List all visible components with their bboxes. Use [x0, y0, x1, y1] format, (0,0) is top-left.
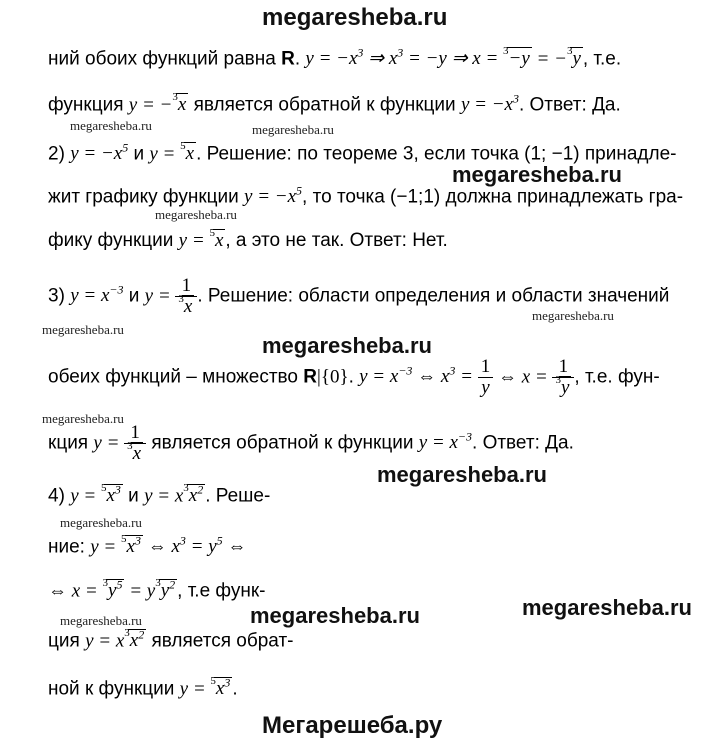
footer-watermark: Мегарешеба.ру: [262, 712, 443, 739]
text-line-6: 3) $y = x^{-3}$ и y = $\frac{1}{^3x}$ . Решение: области определения и области значений: [48, 275, 670, 317]
text-line-2: функция y = −$^3$x является обратной к функции $y = -x^3$. Ответ: Да.: [48, 91, 621, 116]
watermark-small: megaresheba.ru: [252, 122, 334, 137]
text-line-12: ция $y = x^3x^2$ является обрат-: [48, 627, 294, 652]
text-line-7: обеих функций – множество R|{0}. $y = x^{-3}$ ⇔ $x^3$ = $\frac{1}{y}$ ⇔ x = $\frac{1}{^3y}$ , т.е. фун-: [48, 356, 660, 398]
text-line-10: ние: $y = ^5x^3$ ⇔ $x^3 = y^5$ ⇔: [48, 533, 247, 558]
watermark-big: megaresheba.ru: [452, 162, 622, 187]
watermark-small: megaresheba.ru: [42, 411, 124, 426]
watermark-small: megaresheba.ru: [532, 308, 614, 323]
text-line-11: ⇔ $x = ^3y^5 = y^3y^2$ , т.е функ-: [48, 577, 266, 602]
watermark-small: megaresheba.ru: [70, 118, 152, 133]
watermark-small: megaresheba.ru: [60, 515, 142, 530]
watermark-small: megaresheba.ru: [155, 207, 237, 222]
watermark-small: megaresheba.ru: [42, 322, 124, 337]
header-watermark: megaresheba.ru: [262, 4, 448, 31]
watermark-big: megaresheba.ru: [522, 595, 692, 620]
text-line-3: 2) $y = -x^5$ и y = $^5$x . Решение: по теореме 3, если точка (1; −1) принадле-: [48, 140, 677, 165]
text-line-13: ной к функции $y = ^5x^3$ .: [48, 675, 238, 700]
text-line-9: 4) $y = ^5x^3$ и $y = x^3x^2$ . Реше-: [48, 482, 271, 507]
text-line-4: жит графику функции $y = -x^5$, то точка (−1;1) должна принадлежать гра-: [48, 184, 684, 208]
watermark-big: megaresheba.ru: [262, 333, 432, 358]
text-line-1: ний обоих функций равна R. $y = -x^3$ ⇒ $x^3 = -y$ ⇒ x = $^3$−y = −$^3$y , т.е.: [48, 45, 622, 70]
watermark-small: megaresheba.ru: [60, 613, 142, 628]
watermark-big: megaresheba.ru: [377, 462, 547, 487]
text-line-5: фику функции y = $^5$x , а это не так. Ответ: Нет.: [48, 227, 448, 251]
text-line-8: кция y = $\frac{1}{^3x}$ является обратной к функции $y = x^{-3}$. Ответ: Да.: [48, 422, 574, 464]
watermark-big: megaresheba.ru: [250, 603, 420, 628]
